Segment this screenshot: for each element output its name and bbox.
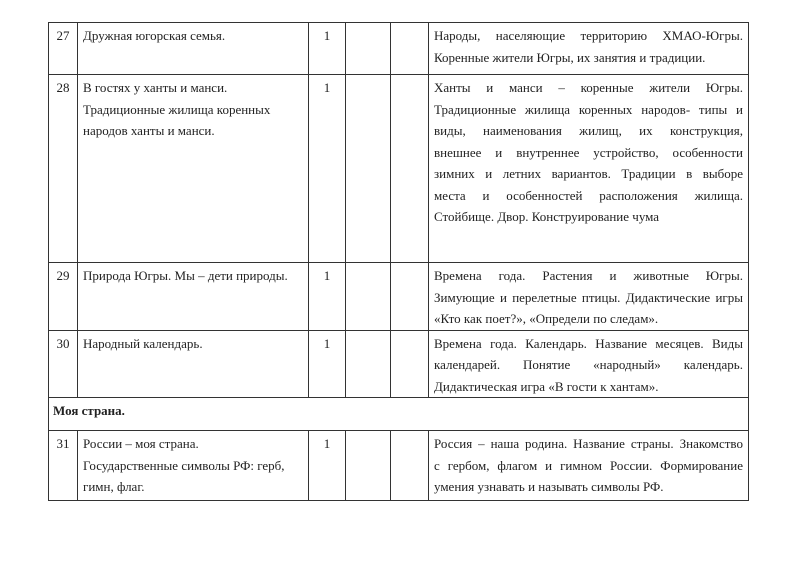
topic-line: В гостях у ханты и манси.	[83, 80, 228, 95]
lesson-number: 29	[49, 263, 78, 331]
lesson-topic	[78, 330, 309, 398]
lesson-topic	[78, 23, 309, 75]
lesson-topic	[78, 75, 309, 263]
table-row	[49, 330, 749, 398]
section-title: Моя страна.	[49, 398, 749, 431]
content-line: Коренные жители Югры, их занятия и традиции.	[434, 49, 706, 65]
date-plan-cell	[346, 330, 391, 398]
content-line: умения узнавать и называть символы РФ.	[434, 479, 664, 494]
topic-line: России – моя страна.	[83, 436, 199, 451]
content-line: Народы, населяющие территорию ХМАО-Югры.	[434, 28, 743, 43]
lesson-hours: 1	[309, 330, 346, 398]
lesson-hours: 1	[309, 263, 346, 331]
topic-line: Народный календарь.	[83, 335, 203, 351]
lesson-number: 27	[49, 23, 78, 75]
content-line: Стойбище. Двор. Конструирование чума	[434, 209, 660, 224]
lesson-number: 28	[49, 75, 78, 263]
lesson-topic	[78, 431, 309, 501]
content-line: Времена года. Растения и животные Югры.	[434, 268, 743, 283]
lesson-plan-table	[48, 22, 749, 501]
content-line: календарей. Понятие «народный» календарь.	[434, 357, 743, 372]
table-row	[49, 431, 749, 501]
lesson-hours: 1	[309, 23, 346, 75]
table-row	[49, 23, 749, 75]
content-line: с гербом, флагом и гимном России. Формирование	[434, 457, 743, 473]
content-line: зимних и летних вариантов. Традиции в выборе	[434, 166, 743, 181]
content-line: внешнее и внутреннее устройство, особенности	[434, 144, 743, 160]
lesson-hours: 1	[309, 431, 346, 501]
date-plan-cell	[346, 431, 391, 501]
lesson-number: 30	[49, 330, 78, 398]
section-row	[49, 398, 749, 431]
date-fact-cell	[391, 23, 429, 75]
date-fact-cell	[391, 330, 429, 398]
topic-line: Природа Югры. Мы – дети природы.	[83, 268, 288, 283]
lesson-hours: 1	[309, 75, 346, 263]
content-line: Россия – наша родина. Название страны. Знакомство	[434, 436, 743, 451]
topic-line: Традиционные жилища коренных	[83, 101, 271, 117]
date-fact-cell	[391, 263, 429, 331]
content-line: Ханты и манси – коренные жители Югры.	[434, 80, 743, 95]
content-line: Традиционные жилища коренных народов- типы и	[434, 101, 743, 117]
lesson-content	[429, 23, 749, 75]
date-fact-cell	[391, 431, 429, 501]
table-row	[49, 263, 749, 331]
content-line: «Кто как поет?», «Определи по следам».	[434, 311, 659, 326]
content-line: Времена года. Календарь. Название месяцев. Виды	[434, 335, 743, 351]
topic-line: гимн, флаг.	[83, 479, 145, 494]
topic-line: народов ханты и манси.	[83, 123, 215, 138]
topic-line: Государственные символы РФ: герб,	[83, 457, 285, 473]
date-fact-cell	[391, 75, 429, 263]
lesson-content	[429, 431, 749, 501]
topic-line: Дружная югорская семья.	[83, 28, 226, 43]
lesson-content	[429, 263, 749, 331]
content-line: места и особенностей расположения жилища.	[434, 187, 743, 203]
date-plan-cell	[346, 263, 391, 331]
lesson-content	[429, 75, 749, 263]
date-plan-cell	[346, 75, 391, 263]
date-plan-cell	[346, 23, 391, 75]
content-line: виды, наименования жилищ, их конструкция,	[434, 123, 743, 138]
lesson-topic	[78, 263, 309, 331]
content-line: Дидактическая игра «В гости к хантам».	[434, 378, 659, 394]
lesson-content	[429, 330, 749, 398]
lesson-number: 31	[49, 431, 78, 501]
table-row	[49, 75, 749, 263]
content-line: Зимующие и перелетные птицы. Дидактические игры	[434, 289, 743, 305]
